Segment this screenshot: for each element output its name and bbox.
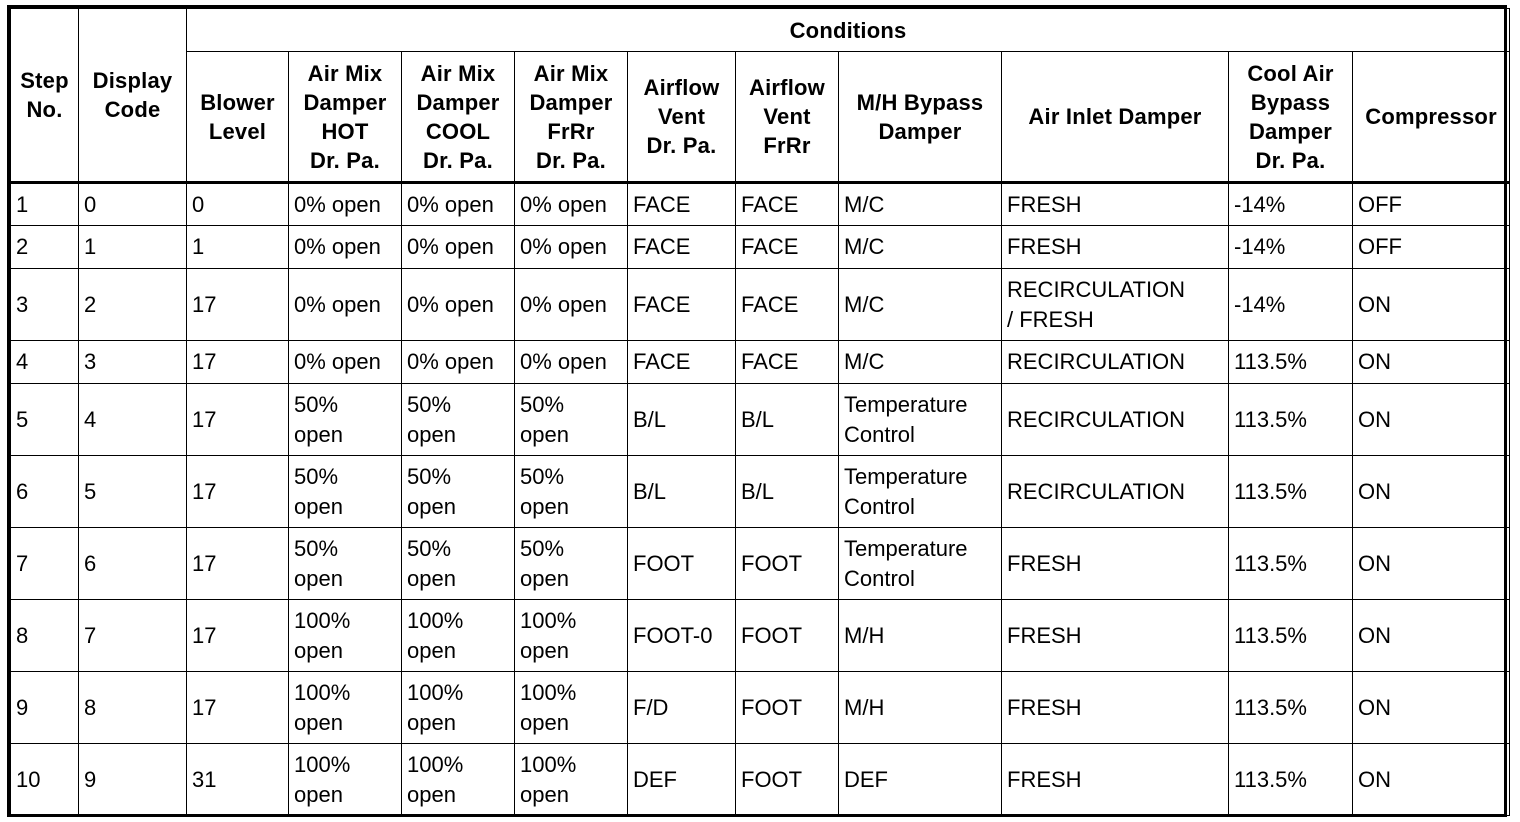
cell-air-mix-hot: 0% open (289, 226, 402, 269)
cell-air-mix-hot: 50% open (289, 384, 402, 456)
cell-air-mix-hot: 0% open (289, 269, 402, 341)
cell-air-mix-hot: 0% open (289, 183, 402, 226)
cell-step-no: 1 (11, 183, 79, 226)
cell-airflow-vent-frrr: FOOT (736, 672, 839, 744)
cell-air-mix-frrr: 50% open (515, 528, 628, 600)
cell-display-code: 2 (79, 269, 187, 341)
cell-airflow-vent-drpa: FOOT (628, 528, 736, 600)
cell-blower-level: 17 (187, 456, 289, 528)
col-header-air-inlet-damper: Air Inlet Damper (1002, 52, 1229, 183)
cell-cool-air-bypass: 113.5% (1229, 600, 1353, 672)
table-body (11, 183, 1510, 816)
cell-air-mix-frrr: 50% open (515, 456, 628, 528)
table-row (11, 456, 1510, 528)
cell-step-no: 2 (11, 226, 79, 269)
cell-blower-level: 17 (187, 528, 289, 600)
cell-mh-bypass-damper: M/H (839, 672, 1002, 744)
cell-airflow-vent-drpa: DEF (628, 744, 736, 816)
cell-mh-bypass-damper: M/C (839, 226, 1002, 269)
col-header-cool-air-bypass: Cool Air Bypass Damper Dr. Pa. (1229, 52, 1353, 183)
cell-display-code: 4 (79, 384, 187, 456)
cell-air-mix-cool: 0% open (402, 341, 515, 384)
cell-air-mix-hot: 100% open (289, 600, 402, 672)
table-row (11, 226, 1510, 269)
cell-airflow-vent-frrr: FOOT (736, 528, 839, 600)
cell-compressor: OFF (1353, 183, 1510, 226)
cell-airflow-vent-drpa: FACE (628, 226, 736, 269)
cell-cool-air-bypass: -14% (1229, 226, 1353, 269)
col-header-air-mix-cool: Air Mix Damper COOL Dr. Pa. (402, 52, 515, 183)
cell-air-mix-frrr: 100% open (515, 600, 628, 672)
cell-air-mix-frrr: 0% open (515, 226, 628, 269)
table-row (11, 269, 1510, 341)
conditions-table-container (7, 5, 1507, 817)
cell-air-inlet-damper: RECIRCULATION (1002, 456, 1229, 528)
cell-compressor: ON (1353, 456, 1510, 528)
cell-airflow-vent-frrr: FACE (736, 226, 839, 269)
cell-air-mix-cool: 0% open (402, 226, 515, 269)
cell-compressor: ON (1353, 672, 1510, 744)
cell-air-inlet-damper: FRESH (1002, 744, 1229, 816)
cell-airflow-vent-frrr: B/L (736, 384, 839, 456)
table-row (11, 672, 1510, 744)
cell-step-no: 4 (11, 341, 79, 384)
cell-air-mix-hot: 100% open (289, 672, 402, 744)
cell-air-mix-frrr: 0% open (515, 341, 628, 384)
cell-display-code: 6 (79, 528, 187, 600)
table-row (11, 744, 1510, 816)
cell-air-mix-hot: 50% open (289, 528, 402, 600)
cell-air-inlet-damper: RECIRCULATION (1002, 384, 1229, 456)
table-row (11, 183, 1510, 226)
cell-mh-bypass-damper: Temperature Control (839, 528, 1002, 600)
cell-cool-air-bypass: 113.5% (1229, 341, 1353, 384)
cell-air-inlet-damper: FRESH (1002, 183, 1229, 226)
cell-compressor: ON (1353, 269, 1510, 341)
cell-airflow-vent-drpa: F/D (628, 672, 736, 744)
cell-airflow-vent-frrr: FOOT (736, 600, 839, 672)
cell-air-mix-cool: 100% open (402, 672, 515, 744)
cell-air-mix-cool: 100% open (402, 744, 515, 816)
col-header-blower-level: Blower Level (187, 52, 289, 183)
cell-air-mix-cool: 50% open (402, 528, 515, 600)
cell-mh-bypass-damper: Temperature Control (839, 456, 1002, 528)
cell-blower-level: 31 (187, 744, 289, 816)
cell-cool-air-bypass: -14% (1229, 269, 1353, 341)
cell-mh-bypass-damper: DEF (839, 744, 1002, 816)
cell-cool-air-bypass: 113.5% (1229, 456, 1353, 528)
cell-air-mix-cool: 100% open (402, 600, 515, 672)
cell-step-no: 9 (11, 672, 79, 744)
cell-blower-level: 17 (187, 672, 289, 744)
cell-airflow-vent-frrr: FACE (736, 341, 839, 384)
cell-mh-bypass-damper: Temperature Control (839, 384, 1002, 456)
cell-cool-air-bypass: 113.5% (1229, 744, 1353, 816)
cell-air-inlet-damper: RECIRCULATION / FRESH (1002, 269, 1229, 341)
cell-air-mix-cool: 0% open (402, 269, 515, 341)
cell-air-mix-hot: 50% open (289, 456, 402, 528)
col-header-step-no: Step No. (11, 9, 79, 183)
cell-blower-level: 17 (187, 269, 289, 341)
cell-step-no: 6 (11, 456, 79, 528)
cell-display-code: 8 (79, 672, 187, 744)
cell-air-inlet-damper: FRESH (1002, 226, 1229, 269)
cell-blower-level: 17 (187, 341, 289, 384)
col-header-air-mix-hot: Air Mix Damper HOT Dr. Pa. (289, 52, 402, 183)
cell-blower-level: 0 (187, 183, 289, 226)
table-row (11, 528, 1510, 600)
cell-airflow-vent-frrr: B/L (736, 456, 839, 528)
cell-display-code: 3 (79, 341, 187, 384)
header-row-columns (11, 52, 1510, 183)
cell-blower-level: 17 (187, 384, 289, 456)
col-header-mh-bypass-damper: M/H Bypass Damper (839, 52, 1002, 183)
col-header-display-code: Display Code (79, 9, 187, 183)
cell-mh-bypass-damper: M/C (839, 269, 1002, 341)
col-header-compressor: Compressor (1353, 52, 1510, 183)
cell-air-mix-frrr: 0% open (515, 269, 628, 341)
cell-cool-air-bypass: 113.5% (1229, 384, 1353, 456)
cell-air-mix-frrr: 100% open (515, 744, 628, 816)
cell-air-inlet-damper: FRESH (1002, 672, 1229, 744)
cell-step-no: 3 (11, 269, 79, 341)
cell-cool-air-bypass: 113.5% (1229, 672, 1353, 744)
col-header-airflow-vent-drpa: Airflow Vent Dr. Pa. (628, 52, 736, 183)
conditions-table (10, 8, 1510, 816)
cell-compressor: ON (1353, 744, 1510, 816)
cell-air-mix-hot: 0% open (289, 341, 402, 384)
cell-step-no: 5 (11, 384, 79, 456)
cell-compressor: ON (1353, 341, 1510, 384)
cell-compressor: ON (1353, 600, 1510, 672)
cell-air-mix-frrr: 100% open (515, 672, 628, 744)
cell-air-mix-frrr: 50% open (515, 384, 628, 456)
cell-airflow-vent-drpa: B/L (628, 456, 736, 528)
cell-air-inlet-damper: FRESH (1002, 528, 1229, 600)
cell-airflow-vent-frrr: FOOT (736, 744, 839, 816)
cell-display-code: 5 (79, 456, 187, 528)
group-header-conditions: Conditions (187, 9, 1510, 52)
cell-airflow-vent-frrr: FACE (736, 269, 839, 341)
cell-display-code: 7 (79, 600, 187, 672)
cell-display-code: 1 (79, 226, 187, 269)
cell-mh-bypass-damper: M/H (839, 600, 1002, 672)
col-header-air-mix-frrr: Air Mix Damper FrRr Dr. Pa. (515, 52, 628, 183)
cell-airflow-vent-drpa: FOOT-0 (628, 600, 736, 672)
table-row (11, 600, 1510, 672)
cell-airflow-vent-drpa: FACE (628, 341, 736, 384)
cell-airflow-vent-frrr: FACE (736, 183, 839, 226)
cell-air-mix-cool: 50% open (402, 456, 515, 528)
cell-blower-level: 17 (187, 600, 289, 672)
cell-airflow-vent-drpa: FACE (628, 183, 736, 226)
col-header-airflow-vent-frrr: Airflow Vent FrRr (736, 52, 839, 183)
cell-compressor: OFF (1353, 226, 1510, 269)
cell-air-mix-frrr: 0% open (515, 183, 628, 226)
cell-air-mix-cool: 50% open (402, 384, 515, 456)
table-row (11, 384, 1510, 456)
cell-step-no: 7 (11, 528, 79, 600)
cell-air-inlet-damper: FRESH (1002, 600, 1229, 672)
cell-step-no: 10 (11, 744, 79, 816)
cell-compressor: ON (1353, 528, 1510, 600)
table-row (11, 341, 1510, 384)
cell-blower-level: 1 (187, 226, 289, 269)
cell-cool-air-bypass: -14% (1229, 183, 1353, 226)
cell-airflow-vent-drpa: FACE (628, 269, 736, 341)
cell-compressor: ON (1353, 384, 1510, 456)
cell-mh-bypass-damper: M/C (839, 341, 1002, 384)
cell-air-mix-cool: 0% open (402, 183, 515, 226)
cell-cool-air-bypass: 113.5% (1229, 528, 1353, 600)
cell-step-no: 8 (11, 600, 79, 672)
header-row-group (11, 9, 1510, 52)
cell-display-code: 9 (79, 744, 187, 816)
cell-display-code: 0 (79, 183, 187, 226)
cell-air-inlet-damper: RECIRCULATION (1002, 341, 1229, 384)
cell-mh-bypass-damper: M/C (839, 183, 1002, 226)
cell-airflow-vent-drpa: B/L (628, 384, 736, 456)
cell-air-mix-hot: 100% open (289, 744, 402, 816)
